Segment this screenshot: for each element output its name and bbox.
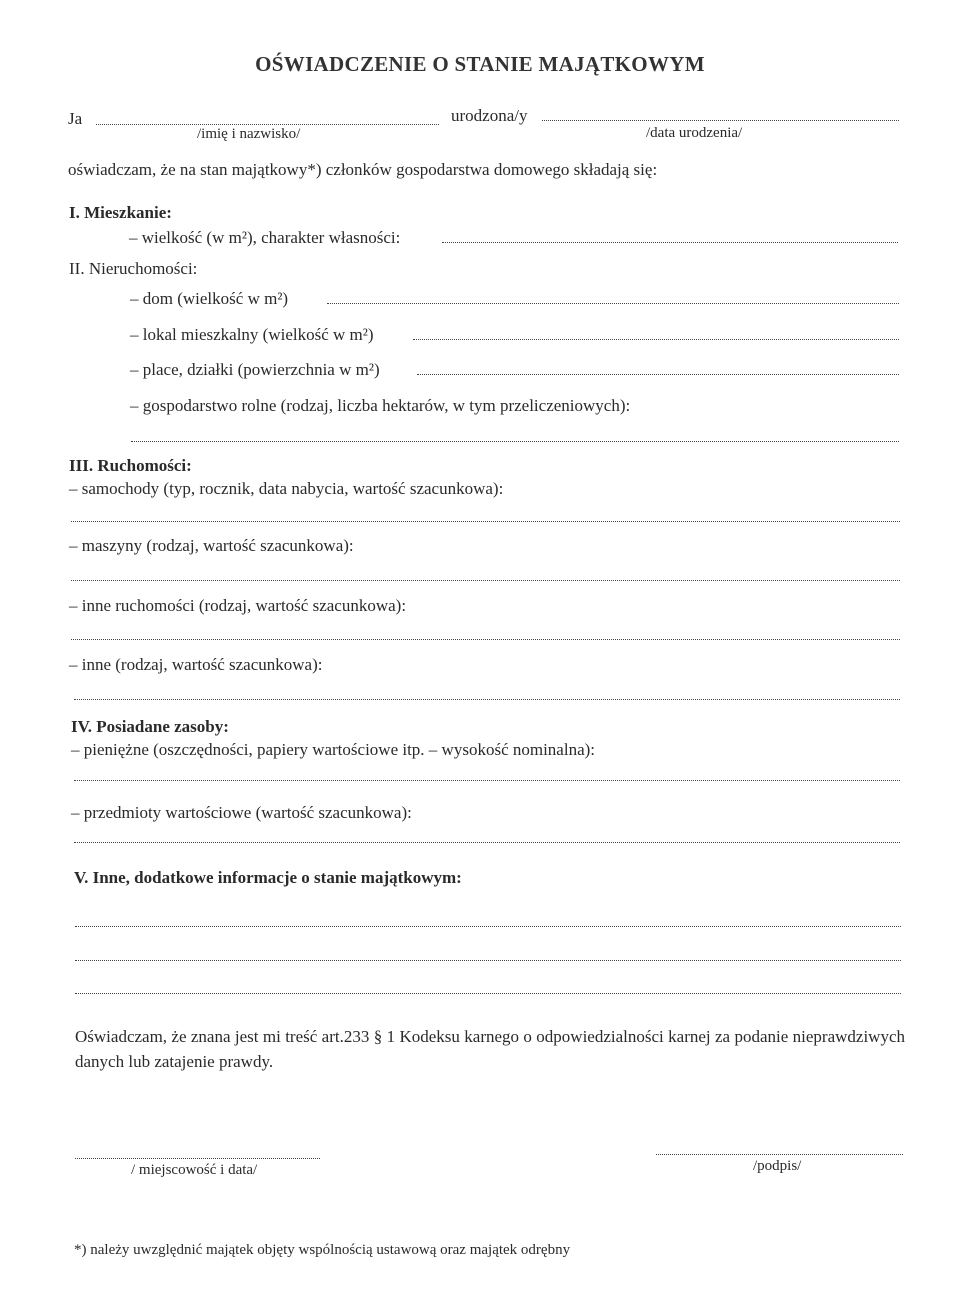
signature-field[interactable] (656, 1154, 903, 1155)
pieniezne-field[interactable] (74, 780, 900, 781)
dom-field[interactable] (327, 303, 899, 304)
lokal-field[interactable] (413, 339, 899, 340)
place-date-field[interactable] (75, 1158, 320, 1159)
inne-info-field-2[interactable] (75, 960, 901, 961)
intro-statement: oświadczam, że na stan majątkowy*) członków gospodarstwa domowego składają się: (68, 160, 658, 179)
place-date-caption: / miejscowość i data/ (131, 1162, 258, 1178)
pieniezne-item: – pieniężne (oszczędności, papiery wartościowe itp. – wysokość nominalna): (71, 740, 596, 759)
urodzona-label: urodzona/y (451, 106, 528, 125)
inne-info-field-3[interactable] (75, 993, 901, 994)
birthdate-field[interactable] (542, 120, 899, 121)
przedmioty-field[interactable] (74, 842, 900, 843)
section-1-heading: I. Mieszkanie: (69, 203, 172, 222)
section-5-heading: V. Inne, dodatkowe informacje o stanie majątkowym: (74, 868, 462, 887)
inne-info-field-1[interactable] (75, 926, 901, 927)
inne-field[interactable] (74, 699, 900, 700)
name-caption: /imię i nazwisko/ (197, 126, 301, 142)
birthdate-caption: /data urodzenia/ (646, 125, 743, 141)
signature-caption: /podpis/ (753, 1158, 802, 1174)
maszyny-field[interactable] (71, 580, 900, 581)
maszyny-item: – maszyny (rodzaj, wartość szacunkowa): (69, 536, 354, 555)
gospodarstwo-item: – gospodarstwo rolne (rodzaj, liczba hektarów, w tym przeliczeniowych): (130, 396, 631, 415)
lokal-item: – lokal mieszkalny (wielkość w m²) (130, 325, 374, 344)
inne-item: – inne (rodzaj, wartość szacunkowa): (69, 655, 323, 674)
name-field[interactable] (96, 124, 439, 125)
form-title: OŚWIADCZENIE O STANIE MAJĄTKOWYM (255, 52, 705, 76)
place-item: – place, działki (powierzchnia w m²) (130, 360, 380, 379)
gospodarstwo-field[interactable] (131, 441, 899, 442)
section-4-heading: IV. Posiadane zasoby: (71, 717, 229, 736)
przedmioty-item: – przedmioty wartościowe (wartość szacunkowa): (71, 803, 412, 822)
place-field[interactable] (417, 374, 899, 375)
legal-declaration: Oświadczam, że znana jest mi treść art.233 § 1 Kodeksu karnego o odpowiedzialności karnej za podanie nieprawdziwych danych lub zatajenie prawdy. (75, 1027, 905, 1071)
inne-ruchomosci-item: – inne ruchomości (rodzaj, wartość szacunkowa): (69, 596, 407, 615)
inne-ruchomosci-field[interactable] (71, 639, 900, 640)
samochody-item: – samochody (typ, rocznik, data nabycia, wartość szacunkowa): (69, 479, 504, 498)
mieszkanie-field[interactable] (442, 242, 898, 243)
footnote: *) należy uwzględnić majątek objęty wspólnością ustawową oraz majątek odrębny (74, 1242, 571, 1258)
mieszkanie-item: – wielkość (w m²), charakter własności: (129, 228, 401, 247)
ja-label: Ja (68, 109, 83, 128)
samochody-field[interactable] (71, 521, 900, 522)
section-2-heading: II. Nieruchomości: (69, 259, 198, 278)
dom-item: – dom (wielkość w m²) (130, 289, 289, 308)
section-3-heading: III. Ruchomości: (69, 456, 192, 475)
